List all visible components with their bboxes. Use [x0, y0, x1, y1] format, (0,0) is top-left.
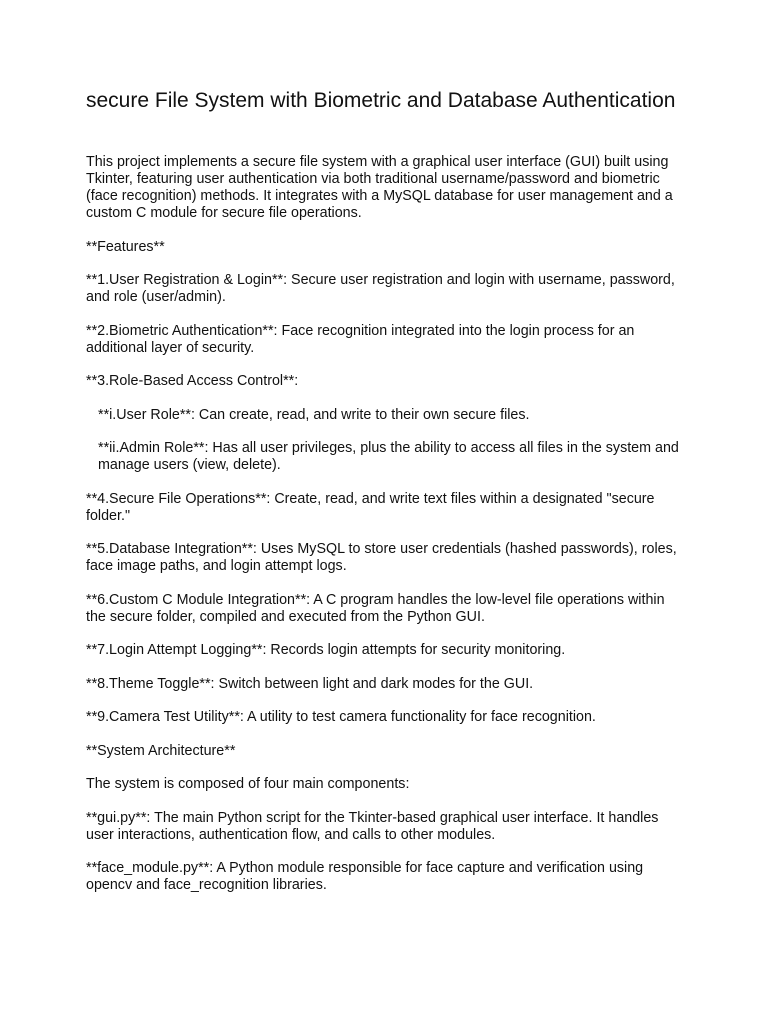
component-gui: **gui.py**: The main Python script for the Tkinter-based graphical user interface. It handles user interactions, authentication flow, and calls to other modules.: [86, 809, 663, 843]
feature-3-user-role: **i.User Role**: Can create, read, and write to their own secure files.: [98, 406, 530, 423]
document-title: secure File System with Biometric and Database Authentication: [86, 89, 676, 112]
feature-6: **6.Custom C Module Integration**: A C program handles the low-level file operations within the secure folder, compiled and executed from the Python GUI.: [86, 591, 669, 625]
feature-4: **4.Secure File Operations**: Create, read, and write text files within a designated "secure folder.": [86, 490, 659, 524]
architecture-intro: The system is composed of four main components:: [86, 776, 410, 792]
document-page: [86, 88, 686, 911]
feature-2: **2.Biometric Authentication**: Face recognition integrated into the login process for an additional layer of security.: [86, 322, 639, 356]
feature-5: **5.Database Integration**: Uses MySQL to store user credentials (hashed passwords), roles, face image paths, and login attempt logs.: [86, 541, 681, 574]
feature-1: **1.User Registration & Login**: Secure user registration and login with username, password, and role (user/admin).: [86, 272, 679, 305]
feature-7: **7.Login Attempt Logging**: Records login attempts for security monitoring.: [86, 642, 566, 658]
feature-9: **9.Camera Test Utility**: A utility to test camera functionality for face recognition.: [86, 709, 596, 725]
features-heading: **Features**: [86, 238, 165, 255]
feature-3: **3.Role-Based Access Control**:: [86, 373, 299, 389]
feature-3-admin-role: **ii.Admin Role**: Has all user privileges, plus the ability to access all files in the system and manage users (view, delete).: [98, 440, 683, 473]
architecture-heading: **System Architecture**: [86, 742, 236, 759]
feature-8: **8.Theme Toggle**: Switch between light and dark modes for the GUI.: [86, 675, 534, 692]
intro-paragraph: This project implements a secure file system with a graphical user interface (GUI) built using Tkinter, featuring user authentication via both traditional username/password and biometric (face recognition) methods. It integrates with a MySQL database for user management and a custom C module for secure file operations.: [86, 154, 677, 221]
component-face-module: **face_module.py**: A Python module responsible for face capture and verification using opencv and face_recognition libraries.: [86, 860, 648, 893]
